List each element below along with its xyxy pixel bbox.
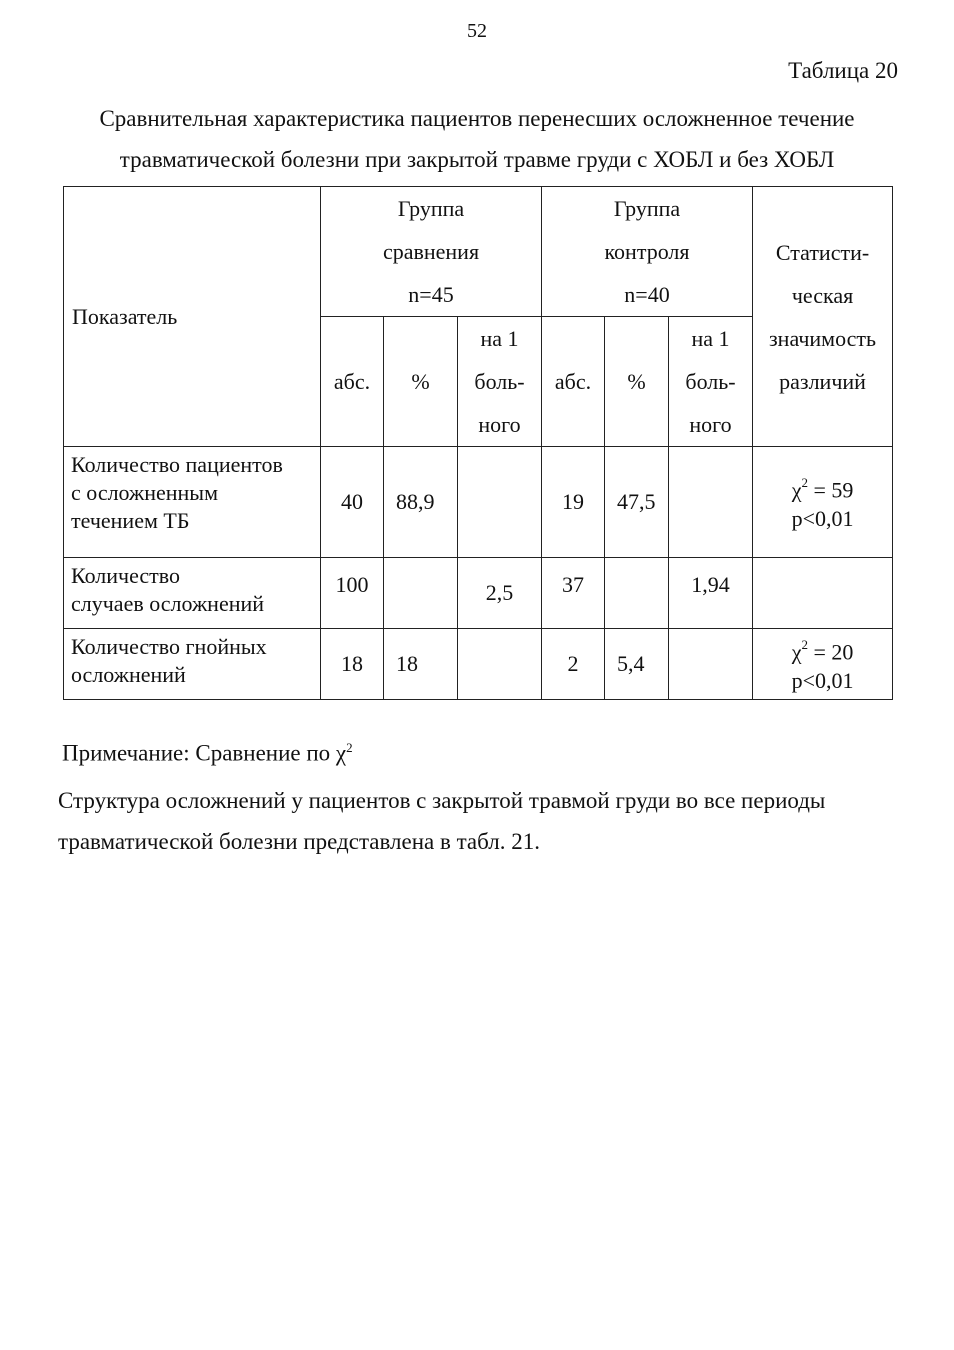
- stat-cell: [753, 447, 893, 558]
- table-note: [62, 740, 353, 767]
- p-value: p<0,01: [791, 667, 854, 693]
- g1-abs-cell: 100: [321, 558, 384, 629]
- g2-abs-cell: 2: [542, 629, 605, 700]
- stat-line-2: ческая: [791, 282, 854, 308]
- row-label-line: Количество: [71, 563, 181, 588]
- g1-abs-cell: 40: [321, 447, 384, 558]
- table-caption: Сравнительная характеристика пациентов перенесших осложненное течение травматической болезни при закрытой травме груди с ХОБЛ и без ХОБЛ: [99, 106, 855, 172]
- g2-pct-header: %: [605, 317, 669, 447]
- note-text: Примечание: Сравнение по: [62, 740, 336, 766]
- group2-subtitle: контроля: [604, 239, 690, 264]
- g1-abs-header: абс.: [321, 317, 384, 447]
- chi-symbol: χ: [791, 477, 802, 503]
- g2-abs-cell: 37: [542, 558, 605, 629]
- table-row: [64, 558, 893, 629]
- header-stat-significance: [753, 187, 893, 447]
- stat-cell: [753, 629, 893, 700]
- g2-pct-cell: 5,4: [605, 629, 669, 700]
- per-line-2: боль-: [474, 369, 525, 394]
- header-indicator: [64, 187, 321, 447]
- g1-per-cell: [458, 447, 542, 558]
- table-label: Таблица 20: [788, 58, 898, 83]
- chi-symbol: χ: [791, 639, 802, 665]
- stat-line-1: Статисти-: [775, 239, 870, 265]
- g1-per-cell: [458, 629, 542, 700]
- chi-equals: = 20: [807, 639, 854, 665]
- row-label-line: с осложненным: [71, 480, 218, 505]
- group2-count: n=40: [624, 282, 670, 307]
- chi-square-value: [753, 633, 892, 666]
- note-chi: χ: [335, 740, 347, 766]
- per-line-3: ного: [478, 412, 521, 437]
- group2-title: Группа: [613, 196, 681, 221]
- per-line-1: на 1: [480, 326, 519, 351]
- row-label: [64, 447, 321, 558]
- row-label-line: течением ТБ: [71, 508, 190, 533]
- g2-abs-header: абс.: [542, 317, 605, 447]
- g1-pct-cell: [384, 558, 458, 629]
- comparison-table: [63, 186, 893, 700]
- chi-superscript: 2: [801, 637, 808, 653]
- note-superscript: 2: [346, 740, 353, 755]
- row-label-line: осложнений: [71, 662, 186, 687]
- g1-pct-header: %: [384, 317, 458, 447]
- stat-cell: [753, 558, 893, 629]
- group1-subtitle: сравнения: [382, 239, 480, 264]
- chi-superscript: 2: [801, 475, 808, 491]
- per-line-1: на 1: [691, 326, 730, 351]
- group1-title: Группа: [397, 196, 465, 221]
- header-row-1: [64, 187, 893, 317]
- chi-square-value: [753, 471, 892, 504]
- g2-pct-cell: 47,5: [605, 447, 669, 558]
- stat-line-4: различий: [779, 368, 866, 394]
- g2-abs-cell: 19: [542, 447, 605, 558]
- g2-per-cell: [669, 629, 753, 700]
- g1-pct-cell: 18: [384, 629, 458, 700]
- per-line-2: боль-: [685, 369, 736, 394]
- page-number: 52: [467, 20, 487, 42]
- table-row: [64, 447, 893, 558]
- g1-per-cell: 2,5: [458, 558, 542, 629]
- header-group-comparison: [321, 187, 542, 317]
- stat-line-3: значимость: [768, 325, 877, 351]
- row-label: [64, 558, 321, 629]
- g2-per-header: [669, 317, 753, 447]
- row-label: [64, 629, 321, 700]
- g1-abs-cell: 18: [321, 629, 384, 700]
- body-paragraph: Структура осложнений у пациентов с закрытой травмой груди во все периоды травматической болезни представлена в табл. 21.: [58, 788, 826, 854]
- header-group-control: [542, 187, 753, 317]
- per-line-3: ного: [689, 412, 732, 437]
- row-label-line: Количество пациентов: [71, 452, 283, 477]
- g2-pct-cell: [605, 558, 669, 629]
- row-label-line: Количество гнойных: [71, 634, 267, 659]
- row-label-line: случаев осложнений: [71, 591, 265, 616]
- g1-per-header: [458, 317, 542, 447]
- g2-per-cell: 1,94: [669, 558, 753, 629]
- chi-equals: = 59: [807, 477, 854, 503]
- g1-pct-cell: 88,9: [384, 447, 458, 558]
- table-row: [64, 629, 893, 700]
- header-indicator-label: Показатель: [72, 303, 178, 329]
- group1-count: n=45: [408, 282, 454, 307]
- g2-per-cell: [669, 447, 753, 558]
- p-value: p<0,01: [791, 505, 854, 531]
